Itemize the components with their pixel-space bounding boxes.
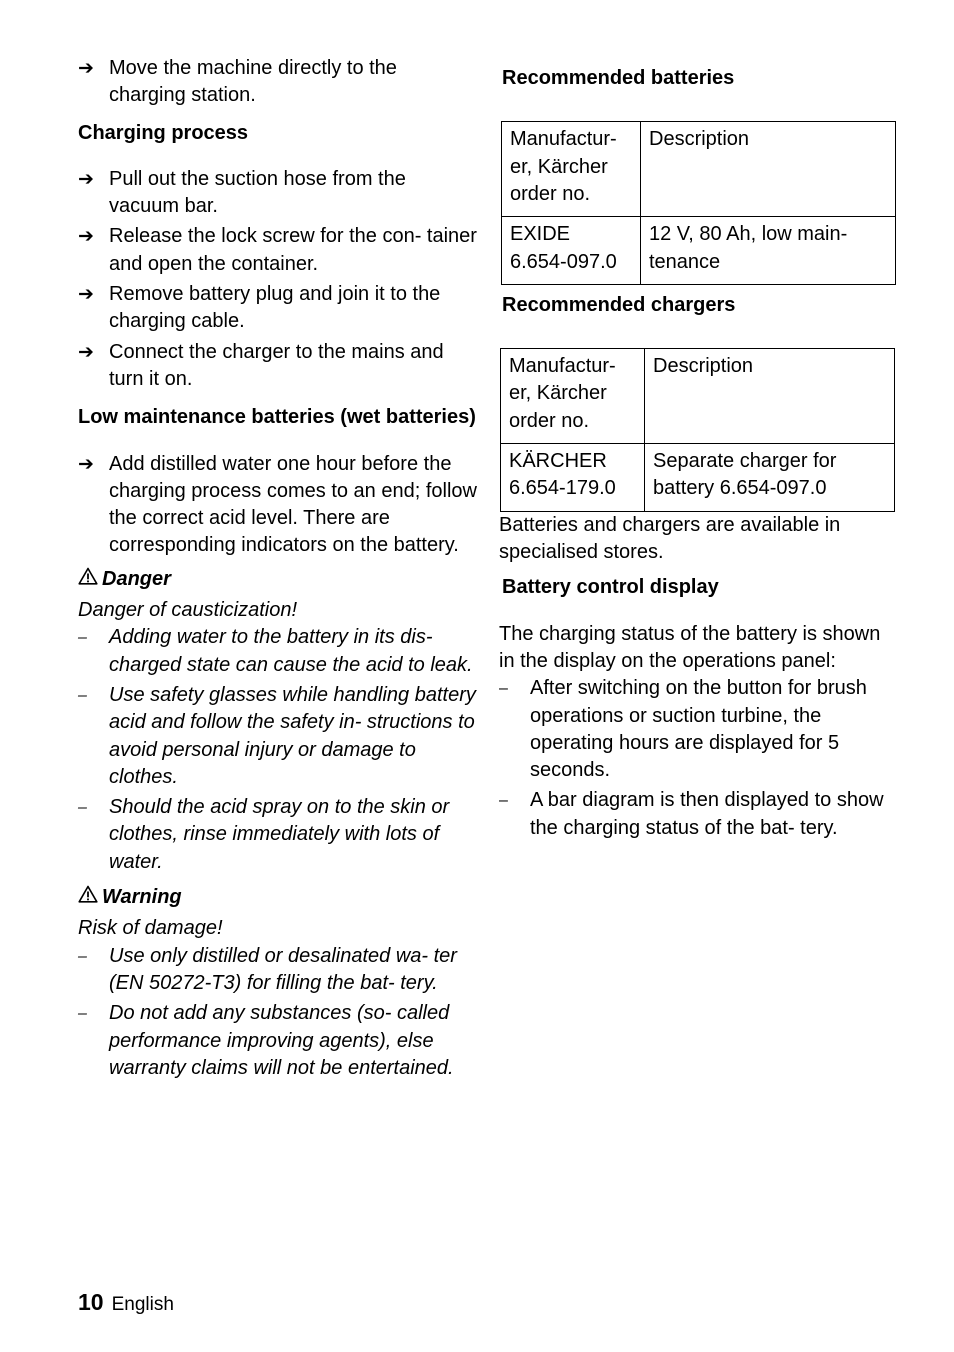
danger-title: Danger <box>102 567 171 590</box>
section-heading-recommended-batteries: Recommended batteries <box>502 67 735 89</box>
danger-item-text: Adding water to the battery in its dis- charged state can cause the acid to leak. <box>109 626 473 676</box>
instruction-step <box>78 55 478 110</box>
display-item-text: After switching on the button for brush operations or suction turbine, the operating hours are displayed for 5 seconds. <box>530 677 867 782</box>
instruction-step <box>78 166 478 221</box>
instruction-step <box>78 339 478 394</box>
table-cell: 12 V, 80 Ah, low main- tenance <box>641 217 896 285</box>
danger-list-item <box>78 624 478 679</box>
danger-notice <box>78 566 478 876</box>
display-item-text: A bar diagram is then displayed to show the charging status of the bat- tery. <box>530 789 884 839</box>
danger-list-item <box>78 794 478 876</box>
instruction-step <box>78 223 478 278</box>
right-column <box>499 55 899 842</box>
step-text: Add distilled water one hour before the charging process comes to an end; follow the correct acid level. There are corresponding indicators on the battery. <box>109 452 477 557</box>
step-text: Move the machine directly to the charging station. <box>109 57 397 107</box>
table-cell: Separate charger for battery 6.654-097.0 <box>645 444 895 512</box>
display-paragraph: The charging status of the battery is shown in the display on the operations panel: <box>499 622 881 672</box>
warning-list-item <box>78 943 478 998</box>
dash-bullet: – <box>78 1005 87 1023</box>
arrow-icon: ➔ <box>78 168 94 190</box>
warning-triangle-icon <box>78 566 102 593</box>
table-header-cell: Description <box>645 349 895 444</box>
instruction-step <box>78 451 478 560</box>
table-row <box>501 444 895 512</box>
footer-language: English <box>111 1294 174 1315</box>
table-cell: KÄRCHER 6.654-179.0 <box>501 444 645 512</box>
arrow-icon: ➔ <box>78 284 94 306</box>
instruction-step <box>78 281 478 336</box>
warning-item-text: Use only distilled or desalinated wa- ter (EN 50272-T3) for filling the bat- tery. <box>109 944 457 994</box>
step-text: Connect the charger to the mains and turn it on. <box>109 340 444 390</box>
warning-item-text: Do not add any substances (so- called performance improving agents), else warranty claims will not be entertained. <box>109 1002 454 1079</box>
danger-subtitle: Danger of causticization! <box>78 599 298 622</box>
dash-bullet: – <box>499 680 508 698</box>
section-heading-low-maintenance-batteries: Low maintenance batteries (wet batteries) <box>78 406 476 429</box>
dash-bullet: – <box>78 686 87 704</box>
step-text: Pull out the suction hose from the vacuum bar. <box>109 167 406 218</box>
left-column <box>78 55 478 1082</box>
section-heading-battery-control-display: Battery control display <box>502 576 719 599</box>
display-list-item <box>499 675 899 784</box>
table-cell: EXIDE 6.654-097.0 <box>502 217 641 285</box>
section-heading-recommended-chargers: Recommended chargers <box>502 293 736 316</box>
dash-bullet: – <box>78 947 87 965</box>
warning-subtitle: Risk of damage! <box>78 917 223 940</box>
page-number: 10 <box>78 1289 104 1315</box>
warning-list-item <box>78 1000 478 1082</box>
warning-title: Warning <box>102 886 182 909</box>
danger-item-text: Use safety glasses while handling battery acid and follow the safety in- structions to avoid personal injury or damage to clothes. <box>109 683 476 788</box>
dash-bullet: – <box>78 799 87 817</box>
table-row <box>502 217 896 285</box>
danger-title-row <box>78 566 478 593</box>
step-text: Remove battery plug and join it to the charging cable. <box>109 283 441 333</box>
danger-item-text: Should the acid spray on to the skin or clothes, rinse immediately with lots of water. <box>109 796 450 873</box>
warning-title-row <box>78 884 478 911</box>
warning-triangle-icon <box>78 884 102 911</box>
table-header-cell: Manufactur- er, Kärcher order no. <box>501 349 645 444</box>
danger-list-item <box>78 682 478 791</box>
page-footer <box>78 1289 174 1318</box>
step-text: Release the lock screw for the con- tainer and open the container. <box>109 225 477 275</box>
table-header-row <box>501 349 895 444</box>
availability-paragraph: Batteries and chargers are available in specialised stores. <box>499 513 841 564</box>
table-header-cell: Manufactur- er, Kärcher order no. <box>502 122 641 217</box>
section-heading-charging-process: Charging process <box>78 121 249 144</box>
chargers-table <box>500 348 895 512</box>
arrow-icon: ➔ <box>78 341 94 363</box>
table-header-row <box>502 122 896 217</box>
dash-bullet: – <box>499 792 508 810</box>
arrow-icon: ➔ <box>78 453 94 475</box>
dash-bullet: – <box>78 629 87 647</box>
arrow-icon: ➔ <box>78 226 94 248</box>
batteries-table <box>501 121 896 285</box>
arrow-icon: ➔ <box>78 58 94 79</box>
warning-notice <box>78 884 478 1082</box>
display-list-item <box>499 787 899 842</box>
charging-steps-list <box>78 166 478 393</box>
table-header-cell: Description <box>641 122 896 217</box>
